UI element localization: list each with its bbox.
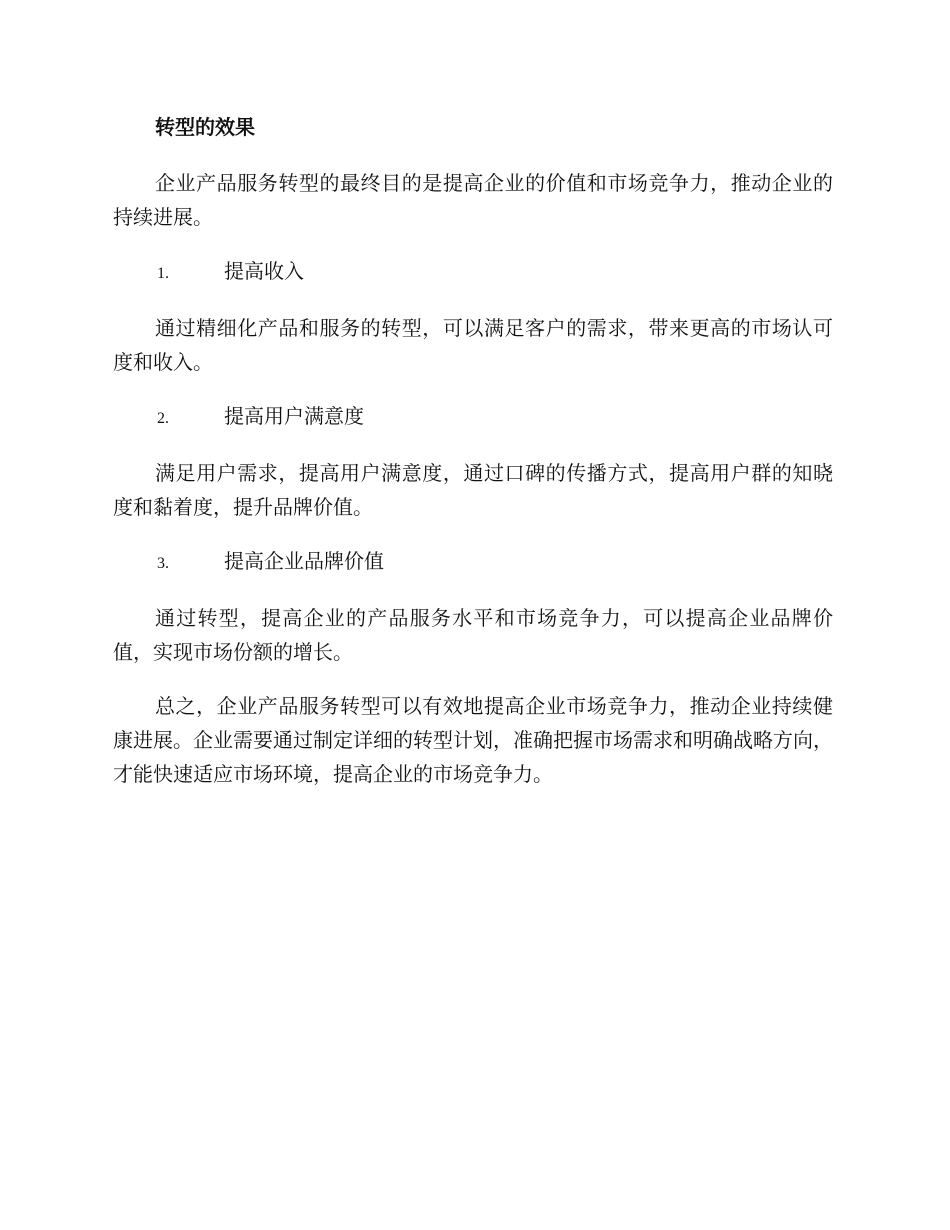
list-item-2	[113, 399, 833, 436]
list-item-title: 提高用户满意度	[224, 404, 364, 428]
conclusion-paragraph: 总之，企业产品服务转型可以有效地提高企业市场竞争力，推动企业持续健康进展。企业需要通过制定详细的转型计划，准确把握市场需求和明确战略方向，才能快速适应市场环境，提高企业的市场竞争力。	[113, 694, 833, 786]
list-item-1	[113, 254, 833, 291]
document-body	[113, 110, 833, 811]
list-number: 1.	[157, 265, 169, 282]
list-number: 3.	[157, 555, 169, 572]
list-item-3	[113, 544, 833, 581]
list-item-body: 通过精细化产品和服务的转型，可以满足客户的需求，带来更高的市场认可度和收入。	[113, 316, 833, 374]
intro-paragraph: 企业产品服务转型的最终目的是提高企业的价值和市场竞争力，推动企业的持续进展。	[113, 171, 833, 229]
list-item-body: 满足用户需求，提高用户满意度，通过口碑的传播方式，提高用户群的知晓度和黏着度，提升品牌价值。	[113, 461, 833, 519]
section-heading: 转型的效果	[155, 115, 255, 139]
list-number: 2.	[157, 410, 169, 427]
list-item-body: 通过转型，提高企业的产品服务水平和市场竞争力，可以提高企业品牌价值，实现市场份额的增长。	[113, 606, 833, 664]
list-item-title: 提高收入	[224, 259, 304, 283]
list-item-title: 提高企业品牌价值	[224, 549, 384, 573]
